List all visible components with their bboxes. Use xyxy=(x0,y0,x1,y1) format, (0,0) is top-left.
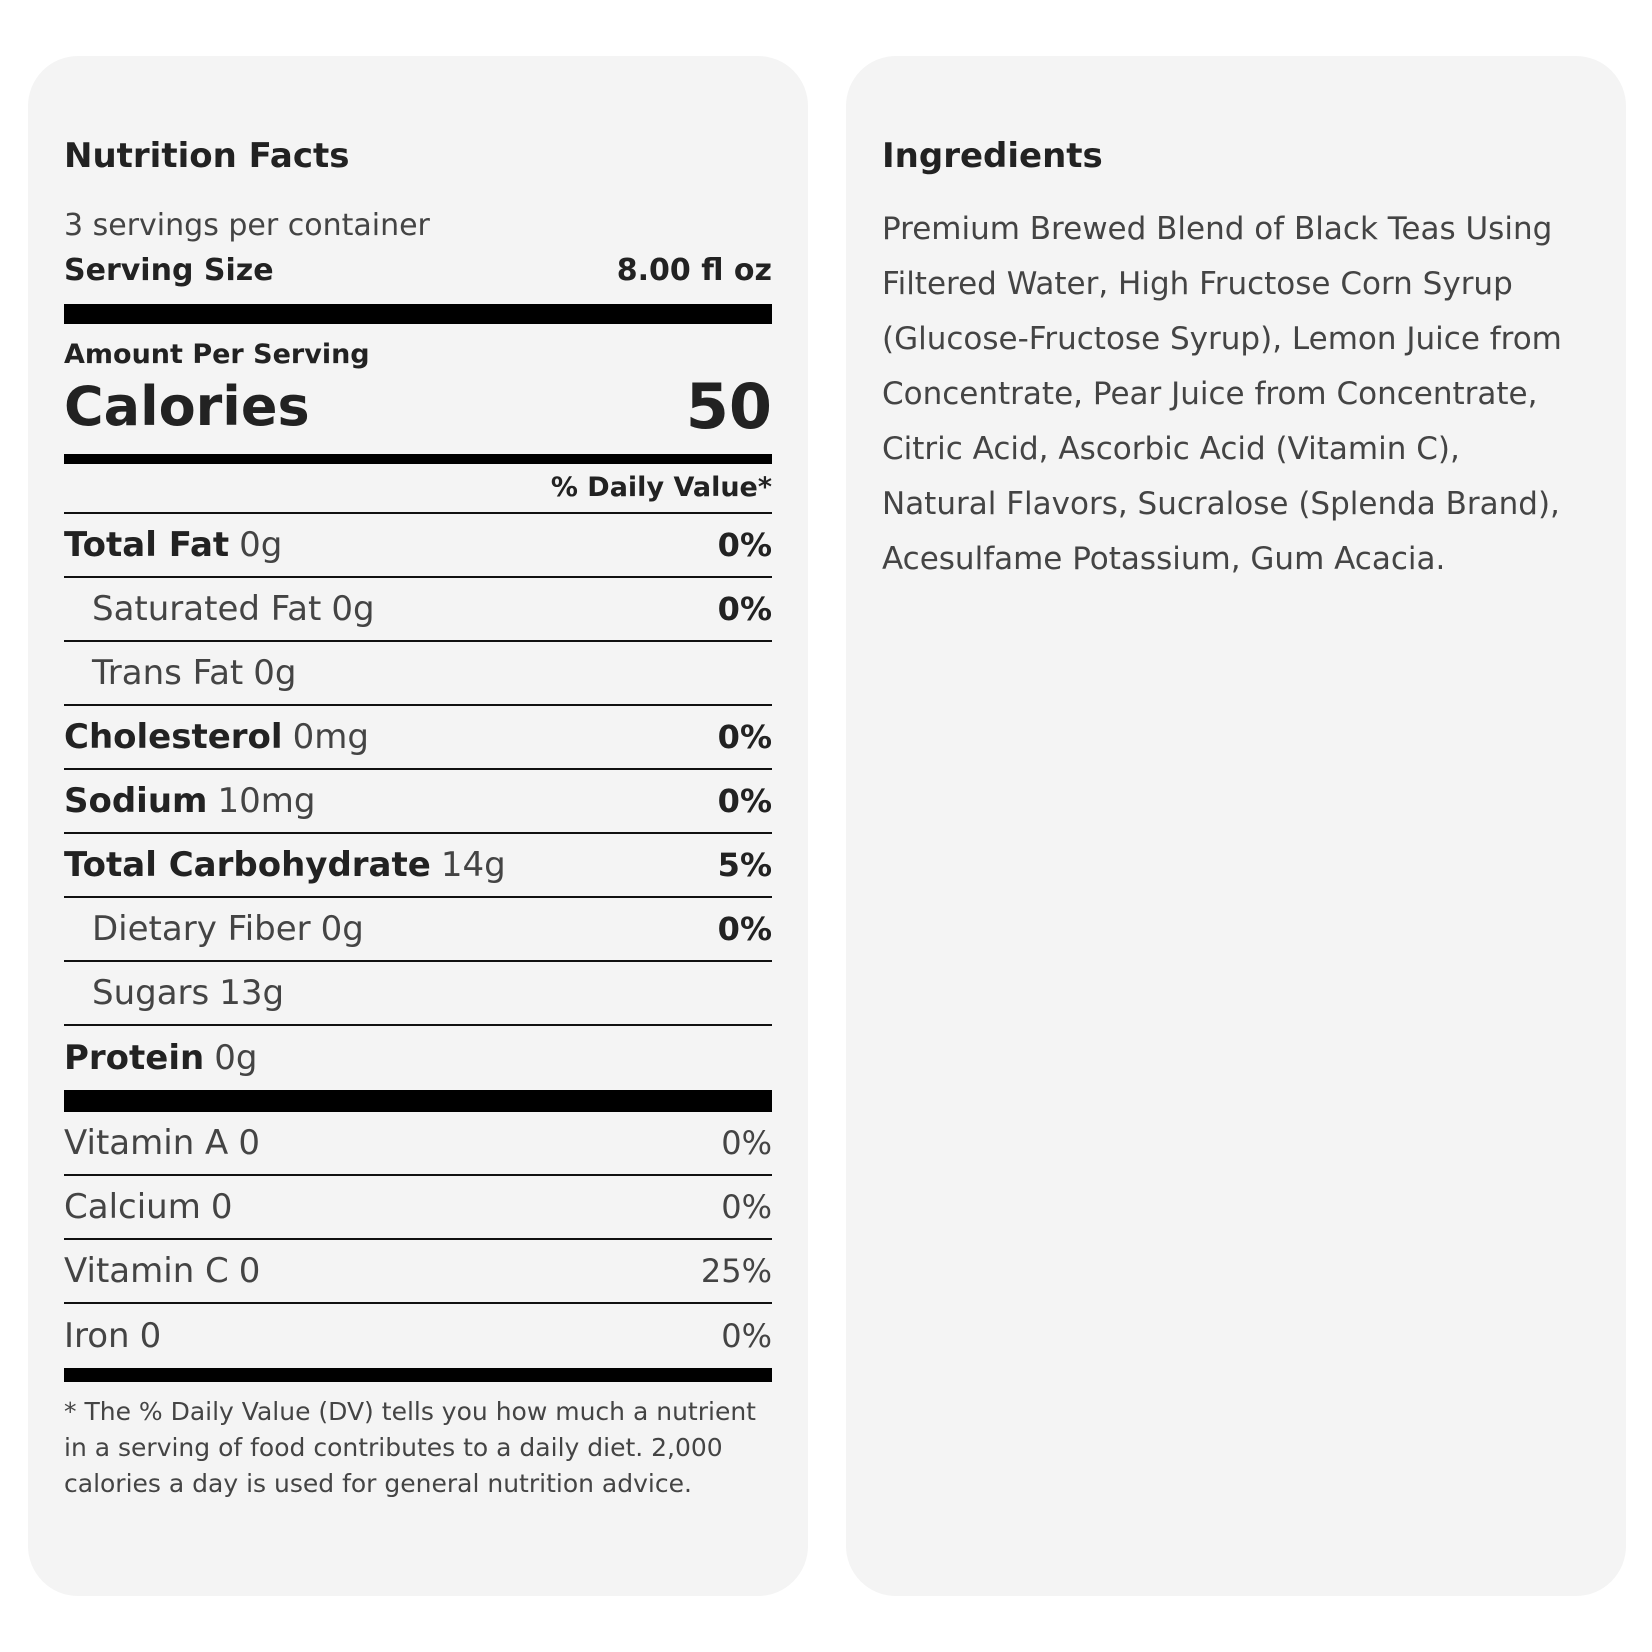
ingredients-title: Ingredients xyxy=(882,136,1103,176)
serving-size-label: Serving Size xyxy=(64,253,274,288)
nutrient-row-total-carbohydrate xyxy=(64,834,772,898)
nutrient-name: Dietary Fiber xyxy=(92,909,311,949)
servings-per-container: 3 servings per container xyxy=(64,208,430,243)
nutrient-daily-value: 0% xyxy=(717,910,772,948)
nutrient-daily-value: 5% xyxy=(717,846,772,884)
nutrient-row-protein xyxy=(64,1026,772,1090)
daily-value-footnote: * The % Daily Value (DV) tells you how much a nutrient in a serving of food contributes to a daily diet. 2,000 calories a day is used for general nutrition advice. xyxy=(64,1397,756,1498)
ingredients-text: Premium Brewed Blend of Black Teas Using Filtered Water, High Fructose Corn Syrup (Glucose-Fructose Syrup), Lemon Juice from Concentrate, Pear Juice from Concentrate, Citric Acid, Ascorbic Acid (Vitamin C), Natural Flavors, Sucralose (Splenda Brand), Acesulfame Potassium, Gum Acacia. xyxy=(882,211,1562,577)
nutrient-name: Saturated Fat xyxy=(92,589,322,629)
nutrient-amount: 14g xyxy=(440,845,506,885)
nutrient-name: Trans Fat xyxy=(92,653,244,693)
nutrient-amount: 0mg xyxy=(292,717,369,757)
ingredients-card xyxy=(846,56,1626,1596)
calories-row xyxy=(64,370,772,443)
nutrient-daily-value: 0% xyxy=(717,718,772,756)
serving-size-row xyxy=(64,246,772,296)
nutrient-amount: 13g xyxy=(219,973,285,1013)
thick-divider xyxy=(64,1368,772,1382)
nutrient-row-sodium xyxy=(64,770,772,834)
vitamin-daily-value: 25% xyxy=(700,1252,772,1290)
nutrient-row-cholesterol xyxy=(64,706,772,770)
vitamin-row-vitamin-a xyxy=(64,1112,772,1176)
nutrition-facts-card xyxy=(28,56,808,1596)
vitamin-name: Vitamin C xyxy=(64,1251,229,1291)
nutrient-name: Total Carbohydrate xyxy=(64,845,431,885)
nutrient-daily-value: 0% xyxy=(717,782,772,820)
vitamin-name: Calcium xyxy=(64,1187,201,1227)
nutrient-daily-value: 0% xyxy=(717,526,772,564)
nutrient-amount: 0g xyxy=(214,1038,258,1078)
nutrition-facts-panel xyxy=(64,136,772,1502)
calories-label: Calories xyxy=(64,375,310,438)
vitamin-row-vitamin-c xyxy=(64,1240,772,1304)
vitamin-amount: 0 xyxy=(210,1187,233,1227)
thick-divider xyxy=(64,1090,772,1112)
nutrient-amount: 10mg xyxy=(217,781,316,821)
nutrient-daily-value: 0% xyxy=(717,590,772,628)
nutrient-name: Total Fat xyxy=(64,525,230,565)
nutrient-amount: 0g xyxy=(331,589,375,629)
ingredients-panel xyxy=(882,136,1582,587)
daily-value-header: % Daily Value* xyxy=(64,464,772,514)
thick-divider xyxy=(64,304,772,324)
nutrient-row-dietary-fiber xyxy=(64,898,772,962)
vitamin-name: Vitamin A xyxy=(64,1123,229,1163)
nutrition-facts-title: Nutrition Facts xyxy=(64,136,350,176)
nutrient-amount: 0g xyxy=(239,525,283,565)
nutrient-name: Protein xyxy=(64,1038,205,1078)
vitamin-row-iron xyxy=(64,1304,772,1368)
vitamin-row-calcium xyxy=(64,1176,772,1240)
nutrient-name: Cholesterol xyxy=(64,717,283,757)
calories-value: 50 xyxy=(685,370,772,443)
vitamin-daily-value: 0% xyxy=(721,1188,772,1226)
nutrient-amount: 0g xyxy=(253,653,297,693)
nutrient-row-saturated-fat xyxy=(64,578,772,642)
vitamin-name: Iron xyxy=(64,1316,130,1356)
vitamin-daily-value: 0% xyxy=(721,1317,772,1355)
nutrient-row-total-fat xyxy=(64,514,772,578)
vitamin-amount: 0 xyxy=(139,1316,162,1356)
nutrient-amount: 0g xyxy=(320,909,364,949)
nutrient-name: Sodium xyxy=(64,781,208,821)
nutrient-name: Sugars xyxy=(92,973,210,1013)
nutrient-row-sugars xyxy=(64,962,772,1026)
vitamin-daily-value: 0% xyxy=(721,1124,772,1162)
medium-divider xyxy=(64,454,772,464)
vitamin-amount: 0 xyxy=(238,1123,260,1163)
serving-size-value: 8.00 fl oz xyxy=(616,253,772,288)
nutrient-row-trans-fat xyxy=(64,642,772,706)
vitamin-amount: 0 xyxy=(238,1251,261,1291)
amount-per-serving-label: Amount Per Serving xyxy=(64,339,370,370)
